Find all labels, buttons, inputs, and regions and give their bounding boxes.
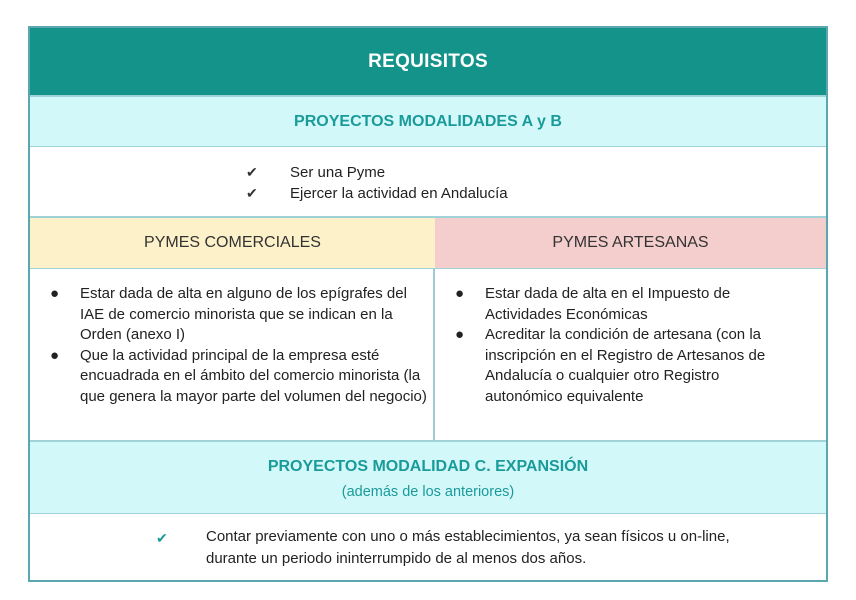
list-item: [50, 284, 430, 346]
list-item: [246, 183, 508, 204]
table-title: REQUISITOS: [368, 50, 488, 72]
columns-body: [30, 268, 826, 440]
list-item: [455, 325, 800, 407]
section-ab-requirements: [30, 146, 826, 216]
column-body-comerciales: [30, 269, 435, 440]
checkmark-icon: ✔: [156, 530, 168, 546]
list-item: [246, 162, 508, 183]
section-c-item-text: Contar previamente con uno o más establecimientos, ya sean físicos u on-line, durante un periodo ininterrumpido de al menos dos años.: [206, 528, 730, 567]
list-item-text: Que la actividad principal de la empresa esté encuadrada en el ámbito del comercio minorista (la que genera la mayor parte del volumen del negocio): [80, 346, 427, 405]
column-title-artesanas: PYMES ARTESANAS: [552, 234, 709, 251]
list-item: [50, 346, 430, 408]
section-ab-title: PROYECTOS MODALIDADES A y B: [294, 112, 562, 130]
columns-header: [30, 216, 826, 268]
section-c-requirements: [30, 513, 826, 580]
section-c-title: PROYECTOS MODALIDAD C. EXPANSIÓN: [267, 458, 589, 475]
artesanas-list: [455, 284, 800, 407]
list-item-text: Ser una Pyme: [290, 164, 386, 181]
list-item: [455, 284, 800, 325]
bullet-icon: ●: [455, 326, 465, 343]
comerciales-list: [50, 284, 430, 407]
table-header: [30, 28, 826, 95]
column-header-artesanas: [435, 218, 826, 268]
list-item-text: Acreditar la condición de artesana (con la inscripción en el Registro de Artesanos de Andalucía o cualquier otro Registro autonómico equivalente: [485, 326, 766, 405]
column-title-comerciales: PYMES COMERCIALES: [144, 234, 321, 251]
list-item-text: Ejercer la actividad en Andalucía: [290, 185, 508, 202]
bullet-icon: ●: [455, 285, 465, 302]
list-item-text: Estar dada de alta en alguno de los epígrafes del IAE de comercio minorista que se indican en la Orden (anexo I): [80, 285, 407, 343]
list-item-text: Estar dada de alta en el Impuesto de Actividades Económicas: [485, 285, 731, 323]
column-header-comerciales: [30, 218, 435, 268]
section-c-subtitle: (además de los anteriores): [341, 484, 515, 500]
checkmark-icon: ✔: [246, 164, 258, 180]
column-body-artesanas: [435, 269, 826, 440]
section-ab-header: [30, 95, 826, 146]
section-c-header: [30, 440, 826, 513]
bullet-icon: ●: [50, 285, 60, 302]
bullet-icon: ●: [50, 346, 60, 364]
requirements-table: [28, 26, 828, 582]
section-ab-list: [246, 162, 508, 204]
checkmark-icon: ✔: [246, 185, 258, 201]
